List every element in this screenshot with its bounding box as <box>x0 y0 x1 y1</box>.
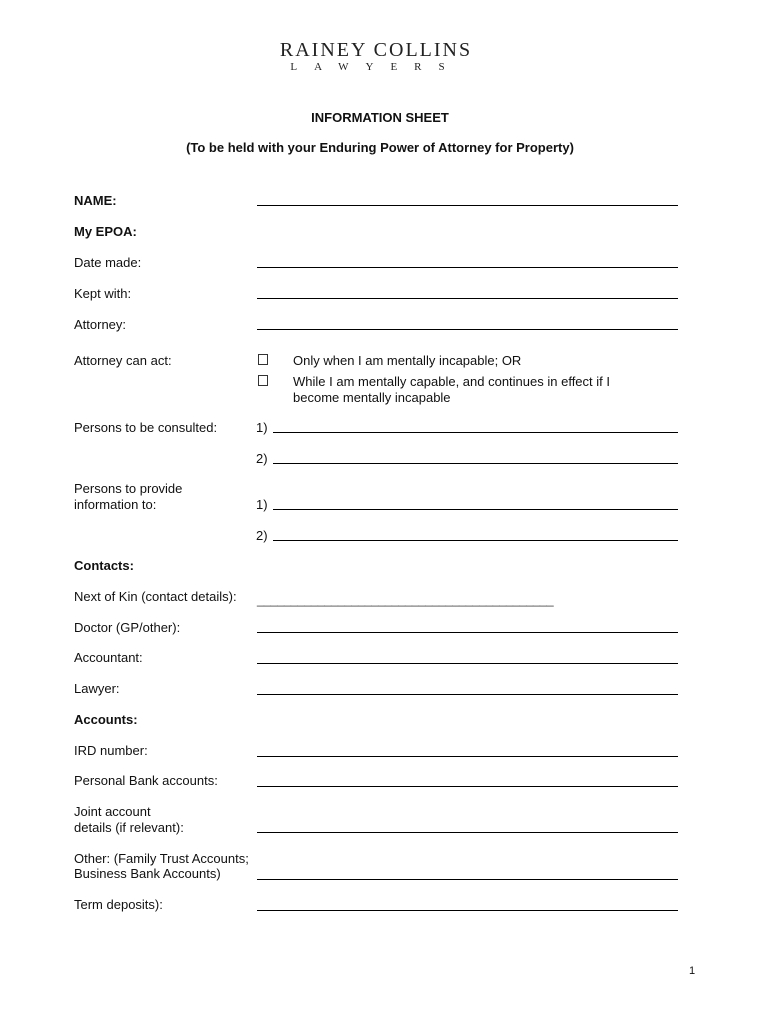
ird-label: IRD number: <box>74 743 148 758</box>
personal-bank-field[interactable] <box>257 786 678 787</box>
lawyer-field[interactable] <box>257 694 678 695</box>
next-of-kin-field[interactable]: ____________________________________________ <box>257 592 554 607</box>
provide-number-1: 1) <box>256 497 268 512</box>
date-made-label: Date made: <box>74 255 142 270</box>
attorney-can-act-label: Attorney can act: <box>74 353 172 368</box>
doctor-field[interactable] <box>257 632 678 633</box>
other-accounts-label-line1: Other: (Family Trust Accounts; <box>74 851 249 866</box>
consulted-number-1: 1) <box>256 420 268 435</box>
provide-field-2[interactable] <box>273 540 678 541</box>
other-accounts-field[interactable] <box>257 879 678 880</box>
next-of-kin-label: Next of Kin (contact details): <box>74 589 237 604</box>
accounts-heading: Accounts: <box>74 712 138 727</box>
persons-consulted-label: Persons to be consulted: <box>74 420 218 435</box>
kept-with-field[interactable] <box>257 298 678 299</box>
provide-field-1[interactable] <box>273 509 678 510</box>
consulted-field-2[interactable] <box>273 463 678 464</box>
epoa-heading: My EPOA: <box>74 224 137 239</box>
page-title: INFORMATION SHEET <box>311 110 449 125</box>
personal-bank-label: Personal Bank accounts: <box>74 773 218 788</box>
accountant-field[interactable] <box>257 663 678 664</box>
contacts-heading: Contacts: <box>74 558 134 573</box>
kept-with-label: Kept with: <box>74 286 132 301</box>
doctor-label: Doctor (GP/other): <box>74 620 181 635</box>
letterhead-name: RAINEY COLLINS <box>279 39 473 61</box>
consulted-field-1[interactable] <box>273 432 678 433</box>
lawyer-label: Lawyer: <box>74 681 120 696</box>
joint-account-label-line2: details (if relevant): <box>74 820 184 835</box>
date-made-field[interactable] <box>257 267 678 268</box>
persons-provide-label-line1: Persons to provide <box>74 481 183 496</box>
attorney-field[interactable] <box>257 329 678 330</box>
joint-account-field[interactable] <box>257 832 678 833</box>
consulted-number-2: 2) <box>256 451 268 466</box>
term-deposits-label: Term deposits): <box>74 897 163 912</box>
option1-label: Only when I am mentally incapable; OR <box>293 353 522 368</box>
persons-provide-label-line2: information to: <box>74 497 157 512</box>
option1-checkbox[interactable] <box>258 354 268 365</box>
other-accounts-label-line2: Business Bank Accounts) <box>74 866 221 881</box>
letterhead-sub: LAWYERS <box>290 61 462 73</box>
option2-checkbox[interactable] <box>258 375 268 386</box>
name-label: NAME: <box>74 193 117 208</box>
ird-field[interactable] <box>257 756 678 757</box>
term-deposits-field[interactable] <box>257 910 678 911</box>
attorney-label: Attorney: <box>74 317 127 332</box>
page-number: 1 <box>689 965 696 977</box>
accountant-label: Accountant: <box>74 650 143 665</box>
joint-account-label-line1: Joint account <box>74 804 151 819</box>
provide-number-2: 2) <box>256 528 268 543</box>
option2-label: While I am mentally capable, and continues in effect if I become mentally incapable <box>293 374 610 405</box>
name-field[interactable] <box>257 205 678 206</box>
page-subtitle: (To be held with your Enduring Power of Attorney for Property) <box>186 140 574 155</box>
